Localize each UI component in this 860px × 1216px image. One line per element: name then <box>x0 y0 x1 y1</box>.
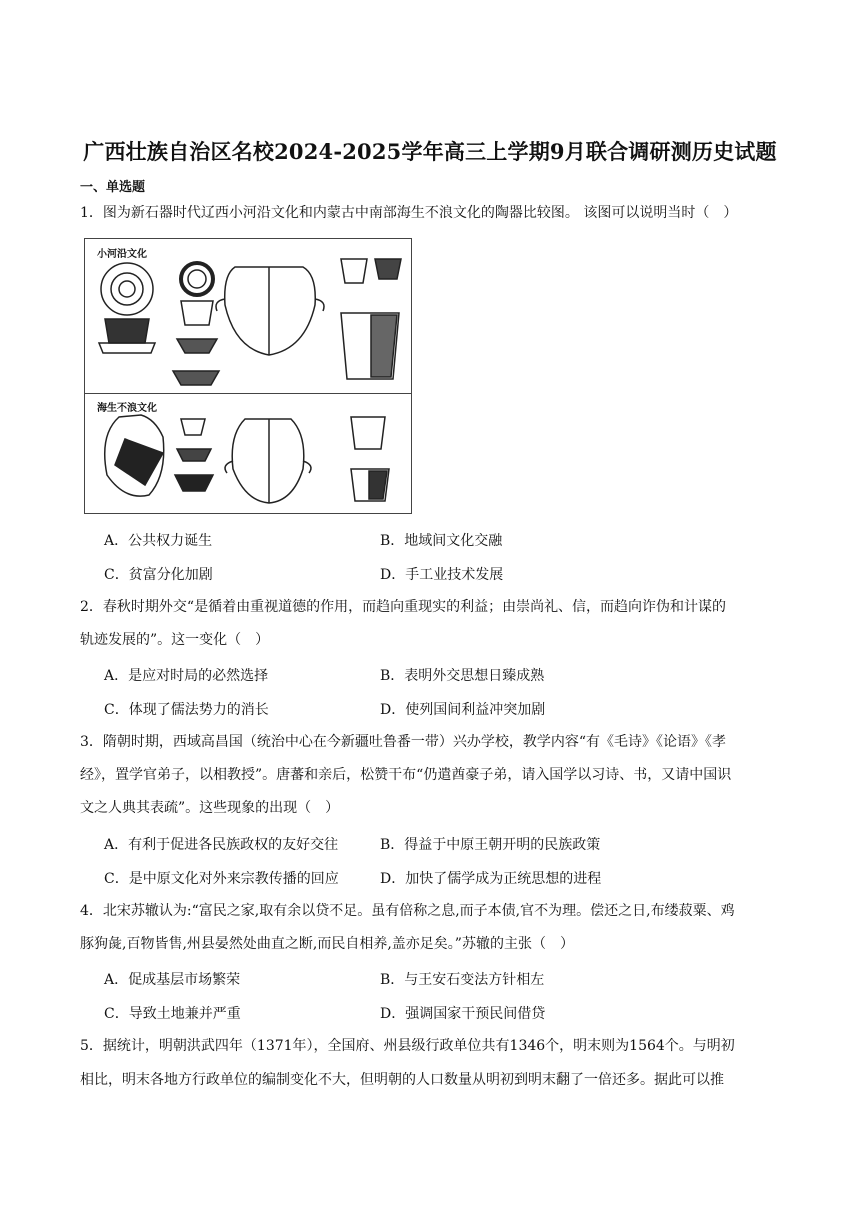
q4-option-d[interactable]: D．强调国家干预民间借贷 <box>380 1006 546 1022</box>
pottery-drawings <box>85 239 410 512</box>
q1-option-a[interactable]: A．公共权力诞生 <box>104 533 213 549</box>
q4-option-a[interactable]: A．促成基层市场繁荣 <box>104 972 241 988</box>
q4-option-c[interactable]: C．导致土地兼并严重 <box>104 1006 241 1022</box>
question-3-line-2: 经》，置学官弟子，以相教授”。唐蕃和亲后，松赞干布“仍遣酋豪子弟，请入国学以习诗、书，又请中国识 <box>80 767 732 783</box>
q2-option-a[interactable]: A．是应对时局的必然选择 <box>104 668 269 684</box>
q1-option-d[interactable]: D．手工业技术发展 <box>380 567 504 583</box>
figure-label-xiaoheyan: 小河沿文化 <box>97 249 147 260</box>
q1-option-c[interactable]: C．贫富分化加剧 <box>104 567 213 583</box>
q2-option-b[interactable]: B．表明外交思想日臻成熟 <box>380 668 545 684</box>
exam-title: 广西壮族自治区名校2024-2025学年高三上学期9月联合调研测历史试题 <box>83 139 777 164</box>
question-2-line-2: 轨迹发展的”。这一变化（ ） <box>80 632 270 648</box>
question-1-stem: 1．图为新石器时代辽西小河沿文化和内蒙古中南部海生不浪文化的陶器比较图。 该图可以说明当时（ ） <box>80 205 738 221</box>
q1-option-b[interactable]: B．地域间文化交融 <box>380 533 503 549</box>
question-3-line-1: 3．隋朝时期，西域高昌国（统治中心在今新疆吐鲁番一带）兴办学校，教学内容“有《毛诗》《论语》《孝 <box>80 734 727 750</box>
q3-option-a[interactable]: A．有利于促进各民族政权的友好交往 <box>104 837 339 853</box>
question-4-line-1: 4．北宋苏辙认为:“富民之家,取有余以贷不足。虽有倍称之息,而子本债,官不为理。偿还之日,布缕菽粟、鸡 <box>80 903 735 919</box>
question-3-line-3: 文之人典其表疏”。这些现象的出现（ ） <box>80 800 340 816</box>
figure-label-haishengbulang: 海生不浪文化 <box>97 403 157 414</box>
question-5-line-1: 5．据统计，明朝洪武四年（1371年），全国府、州县级行政单位共有1346个，明末则为1564个。与明初 <box>80 1038 735 1054</box>
section-heading: 一、单选题 <box>80 180 146 195</box>
q3-option-c[interactable]: C．是中原文化对外来宗教传播的回应 <box>104 871 339 887</box>
pottery-comparison-figure <box>84 238 412 514</box>
q2-option-c[interactable]: C．体现了儒法势力的消长 <box>104 702 269 718</box>
q3-option-b[interactable]: B．得益于中原王朝开明的民族政策 <box>380 837 601 853</box>
q4-option-b[interactable]: B．与王安石变法方针相左 <box>380 972 545 988</box>
q3-option-d[interactable]: D．加快了儒学成为正统思想的进程 <box>380 871 602 887</box>
question-4-line-2: 豚狗彘,百物皆售,州县晏然处曲直之断,而民自相养,盖亦足矣。”苏辙的主张（ ） <box>80 936 574 952</box>
question-5-line-2: 相比，明末各地方行政单位的编制变化不大，但明朝的人口数量从明初到明末翻了一倍还多。据此可以推 <box>80 1072 724 1088</box>
question-2-line-1: 2．春秋时期外交“是循着由重视道德的作用，而趋向重现实的利益；由崇尚礼、信，而趋向诈伪和计谋的 <box>80 599 727 615</box>
q2-option-d[interactable]: D．使列国间利益冲突加剧 <box>380 702 546 718</box>
